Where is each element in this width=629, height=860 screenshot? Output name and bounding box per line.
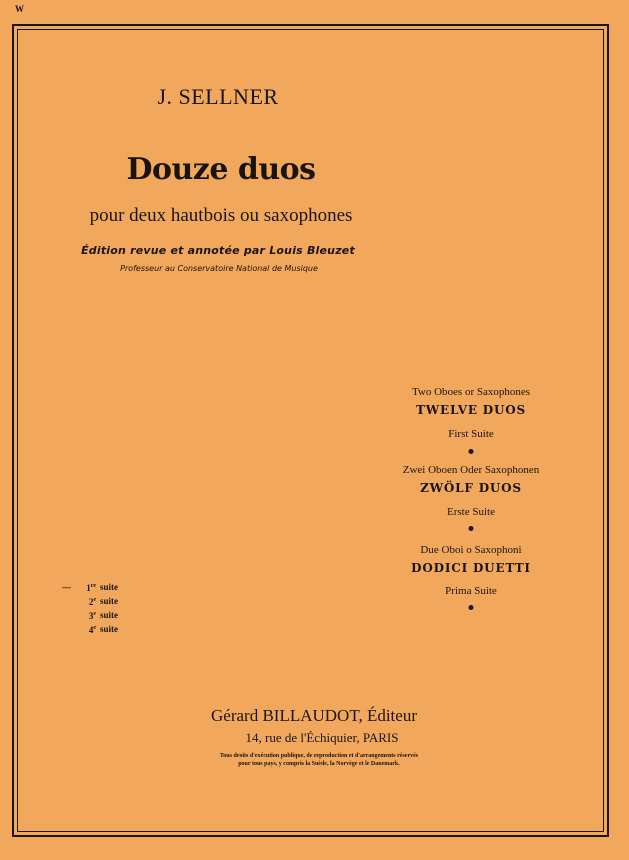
- lang-en-instrument: Two Oboes or Saxophones: [411, 386, 531, 398]
- lang-de-instrument: Zwei Oboen Oder Saxophonen: [402, 464, 540, 476]
- selected-dash: —: [62, 582, 71, 592]
- professor-note: Professeur au Conservatoire National de Musique: [120, 264, 318, 273]
- page-title: Douze duos: [126, 152, 316, 187]
- publisher-address: 14, rue de l'Échiquier, PARIS: [245, 730, 399, 745]
- lang-en-suite: First Suite: [448, 428, 494, 440]
- suite-item-2[interactable]: 2e suite: [88, 596, 118, 607]
- lang-it-suite: Prima Suite: [445, 585, 497, 597]
- composer-name: J. SELLNER: [157, 84, 279, 109]
- lang-it-instrument: Due Oboi o Saxophoni: [420, 544, 522, 556]
- subtitle: pour deux hautbois ou saxophones: [89, 205, 353, 226]
- bullet-dot: [469, 449, 474, 454]
- corner-mark: W: [15, 4, 24, 14]
- rights-notice: [189, 752, 449, 768]
- rights-line-2: pour tous pays, y compris la Suède, la Norvège et le Danemark.: [238, 761, 400, 767]
- lang-en-title: TWELVE DUOS: [416, 403, 526, 417]
- bullet-dot: [469, 605, 474, 610]
- suite-item-3[interactable]: 3e suite: [88, 610, 118, 621]
- edition-note: Édition revue et annotée par Louis Bleuzet: [81, 244, 355, 257]
- suite-item-4[interactable]: 4e suite: [88, 624, 118, 635]
- suite-item-1[interactable]: — 1re suite: [62, 582, 118, 593]
- lang-de-title: ZWÖLF DUOS: [420, 481, 522, 495]
- lang-it-title: DODICI DUETTI: [411, 561, 531, 575]
- lang-de-suite: Erste Suite: [447, 506, 495, 518]
- bullet-dot: [469, 526, 474, 531]
- suite-list: [62, 580, 118, 636]
- rights-line-1: Tous droits d'exécution publique, de reproduction et d'arrangements réservés: [219, 753, 419, 759]
- publisher-name: Gérard BILLAUDOT, Éditeur: [211, 706, 417, 725]
